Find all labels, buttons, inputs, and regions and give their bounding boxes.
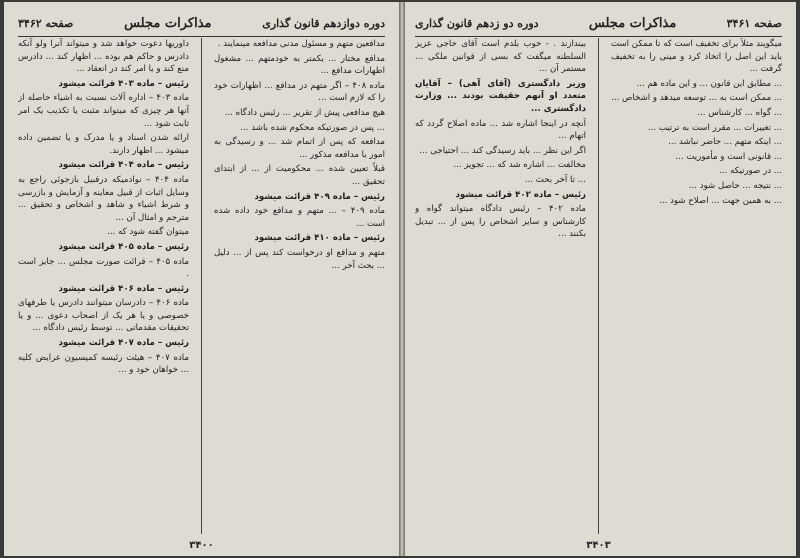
paragraph: ... ممکن است به ... توسعه میدهد و اشخاص ... xyxy=(611,93,782,104)
paragraph: رئیس – ماده ۴۰۷ قرائت میشود xyxy=(58,338,189,349)
paragraph: ماده ۴۰۴ – نوادمیکه درقبیل بازجوئی راجع به وسایل اثبات از قبیل معاینه و آزمایش و بازرسی و شرط اشیاء و شاهد و اشخاص و تحقیق ... مترجم و امثال آن ... xyxy=(18,174,189,223)
paragraph: ... به همین جهت ... اصلاح شود ... xyxy=(659,195,782,206)
paragraph: ... مطابق این قانون ... و این ماده هم ... xyxy=(636,78,782,89)
paragraph: ماده ۴۰۷ – هیئت رئیسه کمیسیون عرایض کلیه ... خواهان خود و ... xyxy=(18,352,189,376)
paragraph: ماده ۴۰۲ – رئیس دادگاه میتواند گواه و کارشناس و سایر اشخاص را پس از ... تبدیل بکنند ... xyxy=(415,204,586,240)
paragraph: اگر این نظر ... باید رسیدگی کند ... احتیاجی ... xyxy=(419,145,586,156)
paragraph: ... اینکه متهم ... حاضر نباشد ... xyxy=(668,137,782,148)
paragraph: ارائه شدن اسناد و یا مدرک و یا تضمین داده میشود ... اظهار دارند. xyxy=(18,133,189,156)
right-header-left: دوره دو زدهم قانون گذاری xyxy=(415,16,539,30)
paragraph: داوریها دعوت خواهد شد و میتواند آنرا ولو آنکه دادرس و حاکم هم بوده ... اظهار کند ... دادرس منع کند و یا امر کند در انعقاد ... xyxy=(18,39,189,75)
paragraph: آنچه در اینجا اشاره شد ... ماده اصلاح گردد که اتهام ... xyxy=(415,118,586,142)
right-col-1 xyxy=(611,38,782,534)
paragraph: ... گواه ... کارشناس ... xyxy=(697,107,782,118)
paragraph: رئیس – ماده ۴۰۶ قرائت میشود xyxy=(58,283,189,294)
paragraph: مدافع مختار ... بکمتر به خودمتهم ... مشغول اظهارات مدافع ... xyxy=(214,53,385,77)
left-page-body xyxy=(18,38,385,534)
book-spread xyxy=(4,2,796,556)
paragraph: میتوان گفته شود که ... xyxy=(107,227,189,238)
paragraph: ... قانونی است و مأموریت ... xyxy=(675,151,782,162)
paragraph: ... تا آخر بحث ... xyxy=(524,174,586,185)
right-page-header xyxy=(415,12,782,37)
column-divider xyxy=(201,38,202,534)
paragraph: میگویند مثلاً برای تخفیف است که تا ممکن است باید این اصل را اتخاذ کرد و مینی را به تخفیف گرفت ... xyxy=(611,39,782,75)
paragraph: ماده ۴۰۹ – ... متهم و مدافع خود داده شده است ... xyxy=(214,206,385,229)
right-page-number: ۳۴۰۳ xyxy=(586,540,611,551)
paragraph: مخالفت ... اشاره شد که ... تجویز ... xyxy=(453,160,586,171)
book-spine xyxy=(399,2,405,556)
paragraph: ماده ۴۰۳ – اداره آلات نسبت به اشیاء حاصله از آنها هر چیزی که میتواند مثبت یا تکذیب یک امر ثابت شود ... xyxy=(18,93,189,129)
left-header-right: دوره دوازدهم قانون گذاری xyxy=(262,16,385,30)
paragraph: رئیس – ماده ۴۱۰ قرائت میشود xyxy=(254,233,385,244)
paragraph: ... پس در صورتیکه محکوم شده باشد ... xyxy=(240,122,385,133)
column-divider xyxy=(598,38,599,534)
paragraph: متهم و مدافع او درخواست کند پس از ... دلیل ... بحث آخر ... xyxy=(214,247,385,271)
left-page xyxy=(4,2,400,556)
left-header-center: مذاکرات مجلس xyxy=(124,15,212,31)
left-col-1 xyxy=(214,38,385,534)
paragraph: ... تغییرات ... مقرر است به ترتیب ... xyxy=(647,122,782,133)
paragraph: رئیس – ماده ۴۰۵ قرائت میشود xyxy=(58,241,189,252)
paragraph: رئیس – ماده ۴۰۹ قرائت میشود xyxy=(254,191,385,202)
right-page xyxy=(400,2,796,556)
paragraph: هیچ مدافعی پیش از تقریر ... رئیس دادگاه ... xyxy=(224,107,385,118)
paragraph: رئیس – ماده ۴۰۳ قرائت میشود xyxy=(58,78,189,89)
left-page-header xyxy=(18,12,385,37)
right-page-body xyxy=(415,38,782,534)
paragraph: مدافعین متهم و مسئول مدنی مدافعه مینمایند . xyxy=(217,39,385,49)
paragraph: ماده ۴۰۵ – قرائت صورت مجلس ... جایز است . xyxy=(18,256,189,280)
paragraph: وزیر دادگستری (آقای آهی) – آقایان متعدد او آنهم حقیقت بودند ... وزارت دادگستری ... xyxy=(415,78,586,114)
paragraph: ماده ۴۰۸ – اگر متهم در مدافع ... اظهارات خود را که لازم است ... xyxy=(214,80,385,104)
right-col-2 xyxy=(415,38,586,534)
right-header-center: مذاکرات مجلس xyxy=(588,15,677,31)
paragraph: قبلاً تعیین شده ... محکومیت از ... از ابتدای تحقیق ... xyxy=(214,164,385,187)
paragraph: مدافعه که پس از اتمام شد ... و رسیدگی به امور یا مدافعه مذکور ... xyxy=(214,137,385,160)
left-page-number: ۳۴۰۰ xyxy=(189,540,214,551)
paragraph: ... نتیجه ... حاصل شود ... xyxy=(688,180,782,191)
left-col-2 xyxy=(18,38,189,534)
paragraph: رئیس – ماده ۴۰۴ قرائت میشود xyxy=(58,160,189,171)
paragraph: ماده ۴۰۶ – دادرسان میتوانند دادرس یا طرفهای خصوصی و یا هر یک از اصحاب دعوی ... و یا تحقیقات مقدماتی ... توسط رئیس دادگاه ... xyxy=(18,298,189,334)
paragraph: رئیس – ماده ۴۰۲ قرائت میشود xyxy=(455,189,586,200)
paragraph: بیندازند . - خوب بلدم است آقای حاجی عزیز السلطنه میگفت که بسی از قوانین ملکی ... مستمر آن ... xyxy=(415,39,586,75)
right-header-right: صفحه ۳۴۶۱ xyxy=(726,16,782,30)
left-header-left: صفحه ۳۴۶۲ xyxy=(18,16,74,30)
paragraph: ... در صورتیکه ... xyxy=(719,166,782,177)
